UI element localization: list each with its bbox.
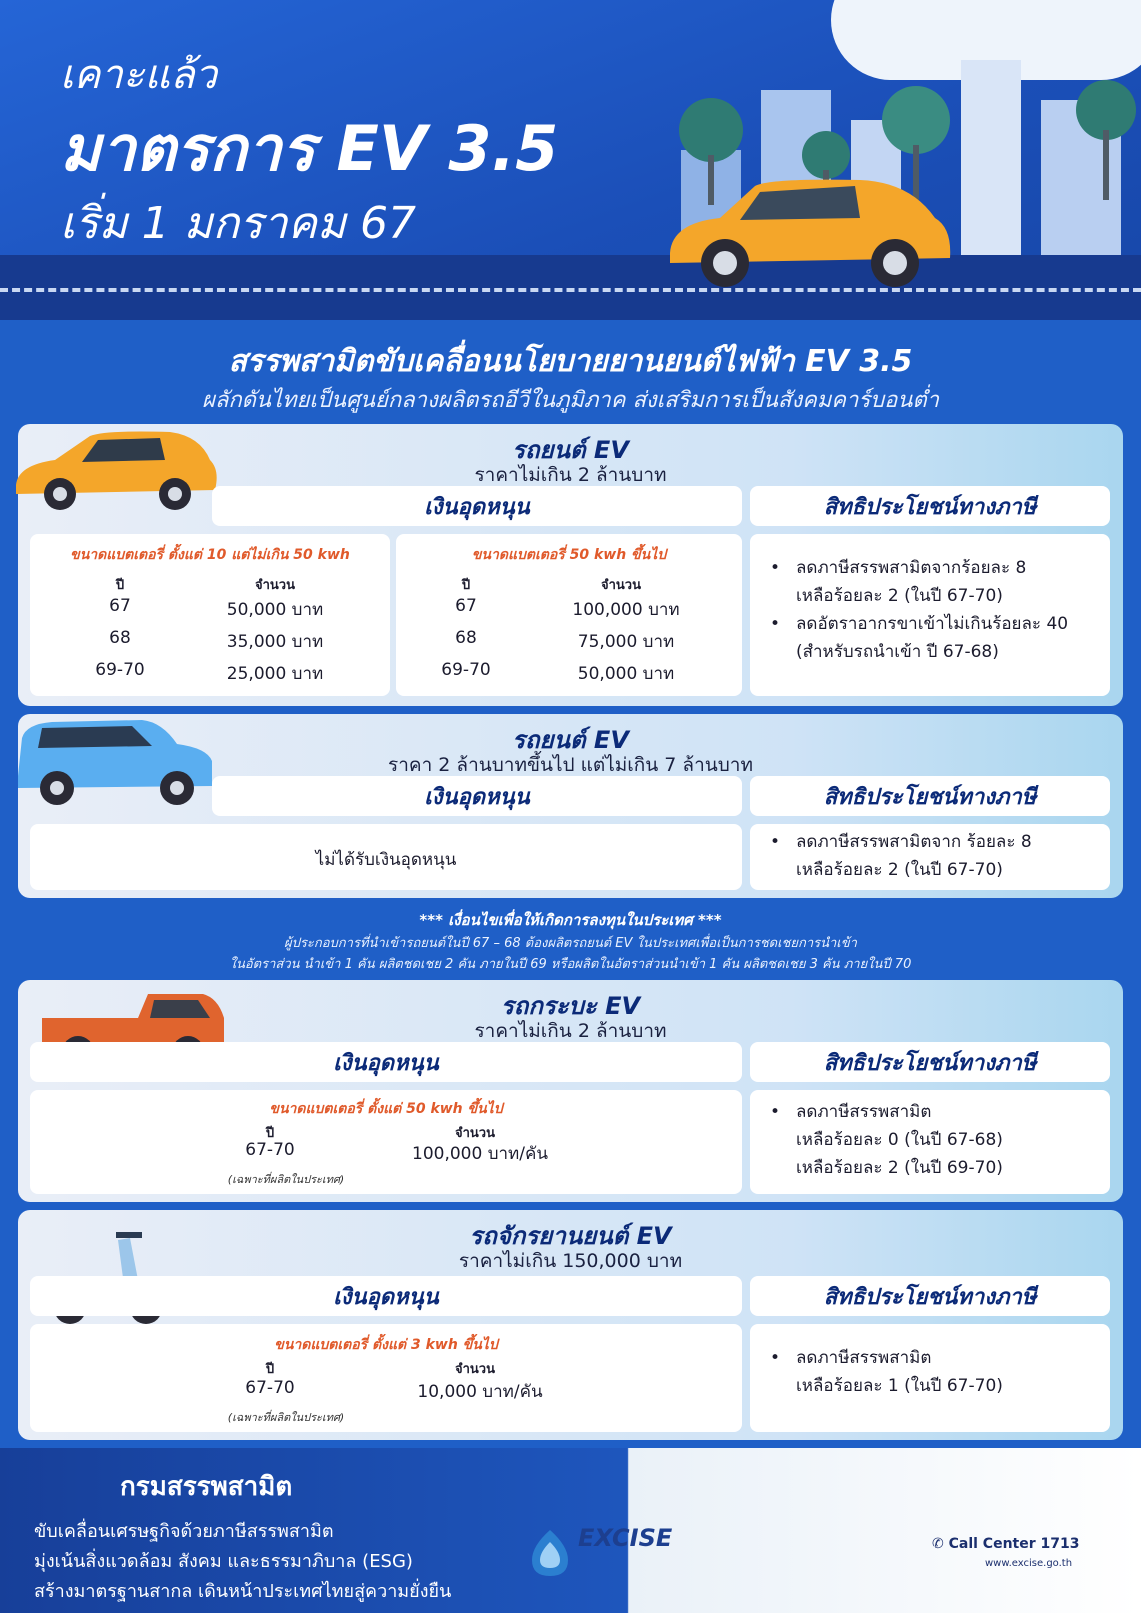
- year-cell: 67-70: [245, 1140, 295, 1160]
- road-dash-line: [0, 288, 1141, 292]
- amount-header: จำนวน: [601, 578, 641, 593]
- subsidy-table-large-battery: [396, 534, 742, 696]
- tax-benefit-box: [750, 824, 1110, 890]
- card-subtitle: ราคาไม่เกิน 2 ล้านบาท: [474, 464, 667, 486]
- year-cell: 67-70: [245, 1378, 295, 1398]
- year-cell: 68: [455, 628, 477, 648]
- amount-cell: 75,000 บาท: [577, 632, 675, 652]
- conditions-heading: *** เงื่อนไขเพื่อให้เกิดการลงทุนในประเทศ ***: [419, 911, 722, 929]
- list-item: • ลดอัตราอากรขาเข้าไม่เกินร้อยละ 40: [770, 614, 1069, 634]
- list-item-continued: (สำหรับรถนำเข้า ปี 67-68): [796, 642, 999, 662]
- subsidy-heading: เงินอุดหนุน: [212, 486, 742, 526]
- tax-benefit-box: [750, 1090, 1110, 1194]
- headline-line1: เคาะแล้ว: [60, 52, 218, 98]
- footer-slogan-line: ขับเคลื่อนเศรษฐกิจด้วยภาษีสรรพสามิต: [34, 1521, 334, 1542]
- year-header: ปี: [265, 1126, 275, 1141]
- footer-slogan-line: สร้างมาตรฐานสากล เดินหน้าประเทศไทยสู่ความยั่งยืน: [34, 1581, 452, 1602]
- no-subsidy-text: ไม่ได้รับเงินอุดหนุน: [315, 850, 457, 870]
- amount-cell: 50,000 บาท: [577, 664, 675, 684]
- card-subtitle: ราคา 2 ล้านบาทขึ้นไป แต่ไม่เกิน 7 ล้านบาท: [388, 754, 753, 776]
- ev-car-card-under-2m: [18, 424, 1123, 706]
- amount-cell: 10,000 บาท/คัน: [417, 1382, 543, 1402]
- list-item-continued: เหลือร้อยละ 2 (ในปี 67-70): [796, 860, 1003, 880]
- amount-cell: 50,000 บาท: [226, 600, 324, 620]
- year-cell: 68: [109, 628, 131, 648]
- amount-cell: 35,000 บาท: [226, 632, 324, 652]
- subsidy-table-small-battery: [30, 534, 390, 696]
- amount-cell: 25,000 บาท: [226, 664, 324, 684]
- list-item: • ลดภาษีสรรพสามิตจากร้อยละ 8: [770, 558, 1027, 578]
- card-subtitle: ราคาไม่เกิน 150,000 บาท: [458, 1250, 683, 1272]
- year-header: ปี: [265, 1362, 275, 1377]
- year-cell: 67: [109, 596, 131, 616]
- headline-line3: เริ่ม 1 มกราคม 67: [60, 198, 417, 249]
- year-cell: 69-70: [95, 660, 145, 680]
- conditions-line: ผู้ประกอบการที่นำเข้ารถยนต์ในปี 67 – 68 ต้องผลิตรถยนต์ EV ในประเทศเพื่อเป็นการชดเชยการนำเข้า: [284, 936, 857, 951]
- domestic-note: (เฉพาะที่ผลิตในประเทศ): [227, 1411, 345, 1424]
- tax-benefit-box: [750, 534, 1110, 696]
- domestic-note: (เฉพาะที่ผลิตในประเทศ): [227, 1173, 345, 1186]
- subsidy-table: [30, 1324, 742, 1432]
- card-title: รถยนต์ EV: [512, 436, 629, 464]
- tax-heading: สิทธิประโยชน์ทางภาษี: [750, 1042, 1110, 1082]
- battery-size-label: ขนาดแบตเตอรี่ ตั้งแต่ 10 แต่ไม่เกิน 50 kwh: [70, 547, 350, 563]
- amount-header: จำนวน: [255, 578, 295, 593]
- year-header: ปี: [461, 578, 471, 593]
- battery-size-label: ขนาดแบตเตอรี่ 50 kwh ขึ้นไป: [471, 547, 667, 563]
- tax-heading: สิทธิประโยชน์ทางภาษี: [750, 776, 1110, 816]
- amount-cell: 100,000 บาท/คัน: [412, 1144, 548, 1164]
- subsidy-heading: เงินอุดหนุน: [212, 776, 742, 816]
- tax-benefit-box: [750, 1324, 1110, 1432]
- ev-car-card-2m-to-7m: [18, 714, 1123, 898]
- ev-pickup-card: [18, 980, 1123, 1202]
- subsidy-table: [30, 1090, 742, 1194]
- card-title: รถยนต์ EV: [512, 726, 629, 754]
- battery-size-label: ขนาดแบตเตอรี่ ตั้งแต่ 50 kwh ขึ้นไป: [269, 1101, 503, 1117]
- amount-cell: 100,000 บาท: [572, 600, 680, 620]
- ev-motorcycle-card: [18, 1210, 1123, 1440]
- list-item-continued: เหลือร้อยละ 1 (ในปี 67-70): [796, 1376, 1003, 1396]
- section-subtitle: ผลักดันไทยเป็นศูนย์กลางผลิตรถอีวีในภูมิภาค ส่งเสริมการเป็นสังคมคาร์บอนต่ำ: [201, 388, 940, 413]
- website-text: www.excise.go.th: [985, 1558, 1073, 1569]
- tax-heading: สิทธิประโยชน์ทางภาษี: [750, 1276, 1110, 1316]
- list-item: • ลดภาษีสรรพสามิตจาก ร้อยละ 8: [770, 832, 1032, 852]
- tax-benefit-list: [770, 554, 1100, 666]
- excise-emblem-icon: [528, 1528, 572, 1578]
- year-cell: 69-70: [441, 660, 491, 680]
- footer-slogan-line: มุ่งเน้นสิ่งแวดล้อม สังคม และธรรมาภิบาล (ESG): [34, 1551, 413, 1572]
- footer: [0, 1448, 1141, 1613]
- header-banner: [0, 0, 1141, 320]
- list-item: • ลดภาษีสรรพสามิต: [770, 1102, 932, 1122]
- subsidy-heading: เงินอุดหนุน: [30, 1042, 742, 1082]
- amount-header: จำนวน: [455, 1126, 495, 1141]
- subsidy-heading: เงินอุดหนุน: [30, 1276, 742, 1316]
- excise-logo: EXCISE: [578, 1524, 673, 1552]
- year-cell: 67: [455, 596, 477, 616]
- list-item: • ลดภาษีสรรพสามิต: [770, 1348, 932, 1368]
- card-title: รถจักรยานยนต์ EV: [469, 1222, 672, 1250]
- year-header: ปี: [115, 578, 125, 593]
- amount-header: จำนวน: [455, 1362, 495, 1377]
- battery-size-label: ขนาดแบตเตอรี่ ตั้งแต่ 3 kwh ขึ้นไป: [274, 1337, 498, 1353]
- card-title: รถกระบะ EV: [500, 992, 641, 1020]
- tax-benefit-list: [770, 1344, 1100, 1400]
- card-subtitle: ราคาไม่เกิน 2 ล้านบาท: [474, 1020, 667, 1042]
- department-name: กรมสรรพสามิต: [120, 1472, 293, 1502]
- headline-line2: มาตรการ EV 3.5: [60, 112, 559, 185]
- call-center-text: ✆ Call Center 1713: [932, 1536, 1080, 1552]
- tax-benefit-list: [770, 828, 1100, 884]
- list-item-continued: เหลือร้อยละ 2 (ในปี 67-70): [796, 586, 1003, 606]
- subsidy-box: [30, 824, 742, 890]
- conditions-line: ในอัตราส่วน นำเข้า 1 คัน ผลิตชดเชย 2 คัน ภายในปี 69 หรือผลิตในอัตราส่วนนำเข้า 1 คัน ผลิตชดเชย 3 คัน ภายในปี 70: [229, 957, 912, 972]
- list-item-continued: เหลือร้อยละ 2 (ในปี 69-70): [796, 1158, 1003, 1178]
- road-strip: [0, 255, 1141, 320]
- orange-car-illustration: [660, 178, 960, 290]
- tax-benefit-list: [770, 1098, 1100, 1182]
- list-item-continued: เหลือร้อยละ 0 (ในปี 67-68): [796, 1130, 1003, 1150]
- section-title: สรรพสามิตขับเคลื่อนนโยบายยานยนต์ไฟฟ้า EV 3.5: [228, 344, 913, 379]
- tax-heading: สิทธิประโยชน์ทางภาษี: [750, 486, 1110, 526]
